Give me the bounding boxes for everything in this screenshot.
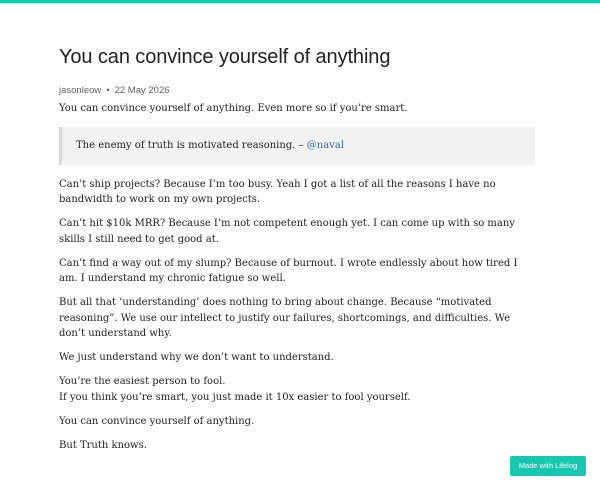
paragraph-4: But all that ‘understanding’ does nothing to bring about change. Because “motivated reasoning”. We use our intellect to justify our failures, shortcomings, and difficulties. We don’t understand why. [59,297,510,339]
post-title: You can convince yourself of anything [59,46,391,68]
post-body [59,177,535,454]
quote-text: The enemy of truth is motivated reasoning. – [76,139,307,151]
quote-author-link[interactable]: @naval [306,139,344,151]
made-with-lifelog-button[interactable]: Made with Lifelog [510,456,586,476]
paragraph-6-line-1: You’re the easiest person to fool. [59,376,226,387]
paragraph-1: Can’t ship projects? Because I’m too busy. Yeah I got a list of all the reasons I have no bandwidth to work on my own projects. [59,178,496,205]
paragraph-7: You can convince yourself of anything. [59,415,255,427]
paragraph-2: Can’t hit $10k MRR? Because I’m not competent enough yet. I can come up with so many skills I still need to get good at. [59,218,515,245]
author-name[interactable]: jasonleow [59,85,102,96]
post-date: 22 May 2026 [114,85,170,96]
paragraph-5: We just understand why we don’t want to understand. [59,352,334,363]
paragraph-6-line-2: If you think you’re smart, you just made it 10x easier to fool yourself. [59,391,411,403]
post-meta [59,84,535,98]
paragraph-8: But Truth knows. [59,439,147,451]
intro-paragraph: You can convince yourself of anything. Even more so if you’re smart. [59,103,408,114]
paragraph-3: Can’t find a way out of my slump? Because of burnout. I wrote endlessly about how tired I am. I understand my chronic fatigue so well. [59,257,518,284]
paragraph-6 [59,374,535,405]
article [59,44,535,453]
top-accent-bar [0,0,600,3]
blockquote [59,127,535,165]
meta-separator: • [106,85,110,96]
